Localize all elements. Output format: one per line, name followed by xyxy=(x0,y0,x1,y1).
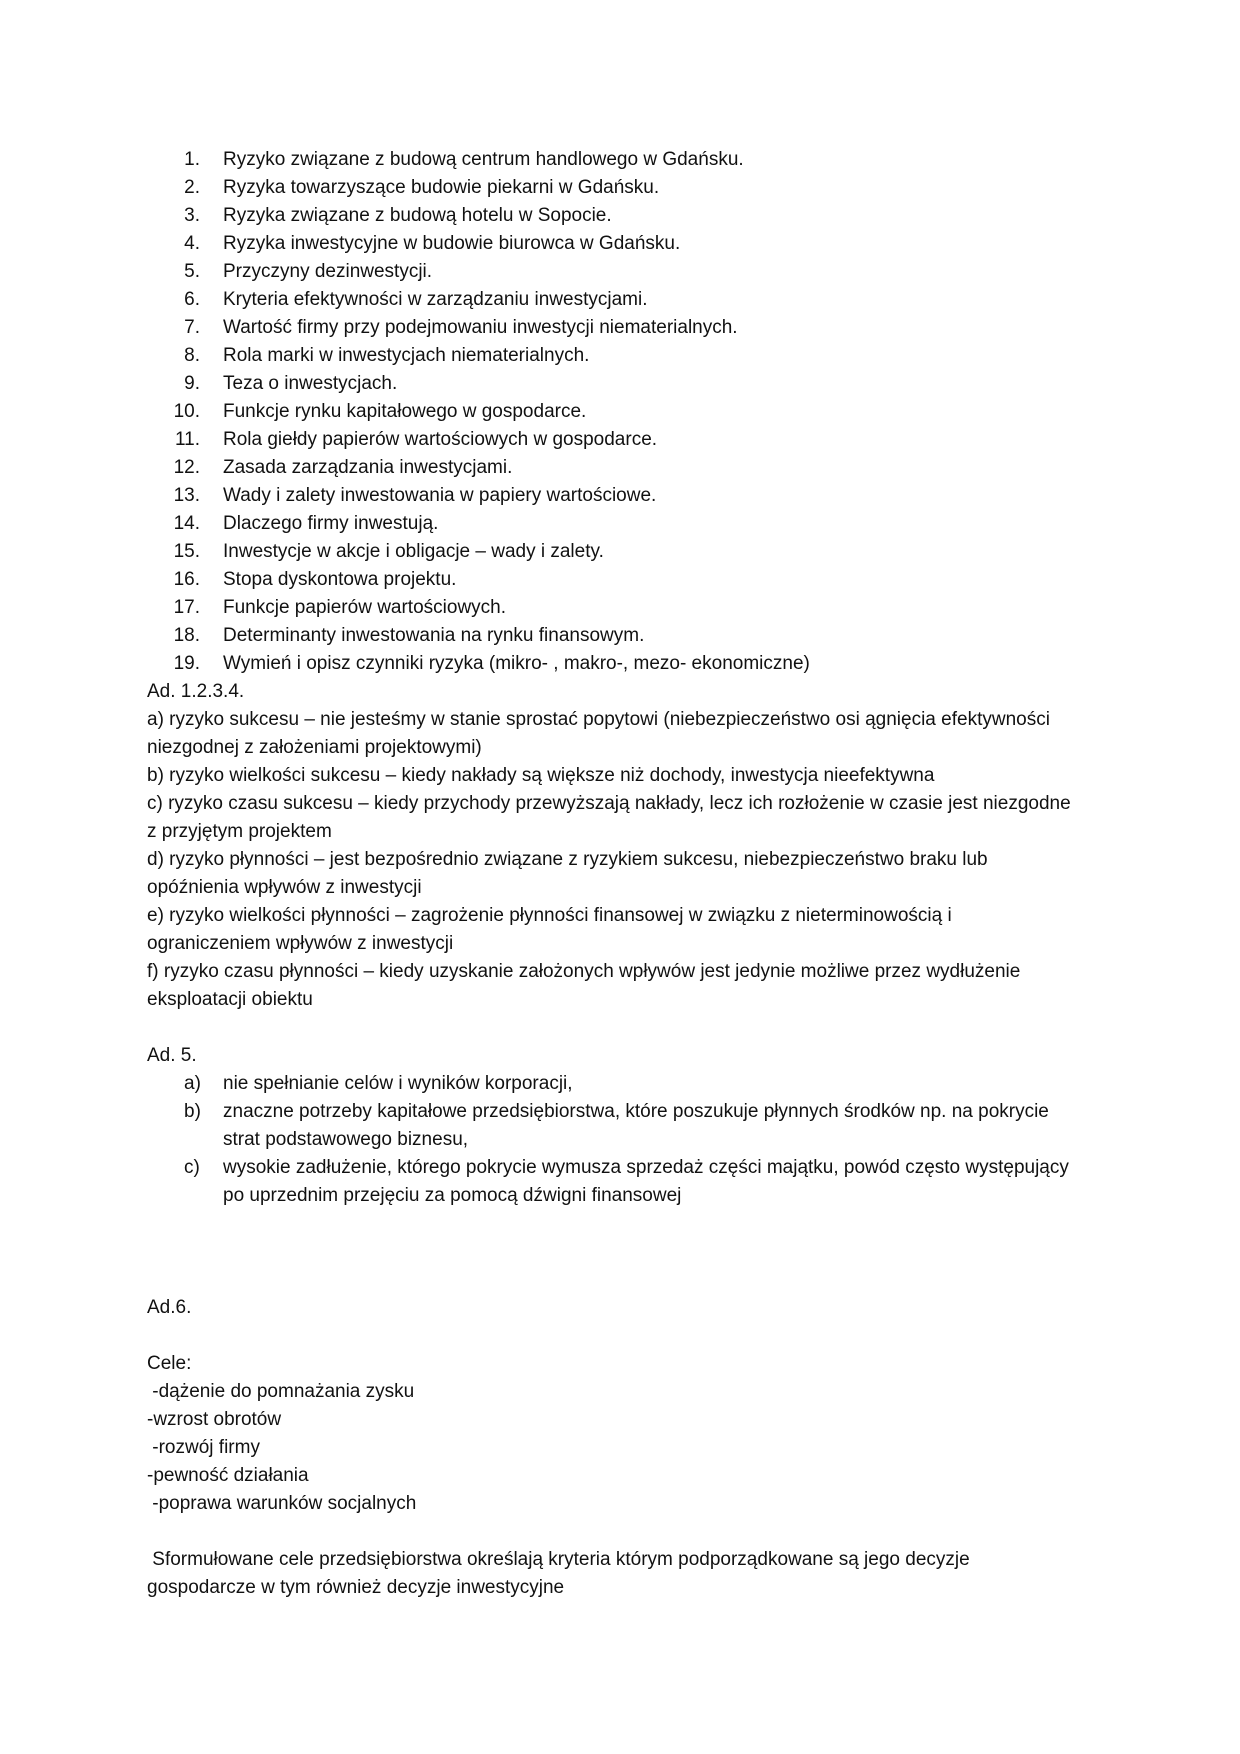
list-item xyxy=(147,398,1077,426)
risk-item-a: a) ryzyko sukcesu – nie jesteśmy w stanie sprostać popytowi (niebezpieczeństwo osi ągnięcia efektywności niezgodnej z założeniami projektowymi) xyxy=(147,709,1050,758)
list-text: Stopa dyskontowa projektu. xyxy=(223,569,457,590)
goal-item: -pewność działania xyxy=(147,1465,309,1486)
list-number: 13. xyxy=(173,485,200,506)
list-text: Funkcje rynku kapitałowego w gospodarce. xyxy=(223,401,587,422)
list-item xyxy=(147,622,1077,650)
list-number: 16. xyxy=(173,569,200,590)
list-text: Funkcje papierów wartościowych. xyxy=(223,597,507,618)
list-text: Rola marki w inwestycjach niematerialnych. xyxy=(223,345,590,366)
list-text: Ryzyko związane z budową centrum handlowego w Gdańsku. xyxy=(223,149,744,170)
list-number: 12. xyxy=(173,457,200,478)
spacer xyxy=(147,1518,1077,1546)
risk-item-f: f) ryzyko czasu płynności – kiedy uzyskanie założonych wpływów jest jedynie możliwe przez wydłużenie eksploatacji obiektu xyxy=(147,961,1021,1010)
list-item xyxy=(147,650,1077,678)
list-number: 5. xyxy=(184,261,200,282)
risk-item-c: c) ryzyko czasu sukcesu – kiedy przychody przewyższają nakłady, lecz ich rozłożenie w czasie jest niezgodne z przyjętym projektem xyxy=(147,793,1071,842)
section-heading-6: Ad.6. xyxy=(147,1297,192,1318)
list-number: 18. xyxy=(173,625,200,646)
spacer xyxy=(147,1322,1077,1350)
list-text: Przyczyny dezinwestycji. xyxy=(223,261,433,282)
list-item xyxy=(147,370,1077,398)
list-text: Ryzyka związane z budową hotelu w Sopocie. xyxy=(223,205,612,226)
list-text: Determinanty inwestowania na rynku finansowym. xyxy=(223,625,645,646)
list-number: 6. xyxy=(184,289,200,310)
list-letter: a) xyxy=(184,1073,201,1094)
list-item xyxy=(147,314,1077,342)
list-text: nie spełnianie celów i wyników korporacji, xyxy=(223,1073,573,1094)
list-text: Inwestycje w akcje i obligacje – wady i zalety. xyxy=(223,541,604,562)
list-item xyxy=(147,426,1077,454)
list-text: Ryzyka inwestycyjne w budowie biurowca w Gdańsku. xyxy=(223,233,681,254)
list-item xyxy=(147,454,1077,482)
list-item xyxy=(147,538,1077,566)
goal-item: -wzrost obrotów xyxy=(147,1409,282,1430)
list-item xyxy=(147,146,1077,174)
list-number: 19. xyxy=(173,653,200,674)
list-item xyxy=(147,258,1077,286)
list-item xyxy=(147,1098,1077,1154)
risk-item-d: d) ryzyko płynności – jest bezpośrednio związane z ryzykiem sukcesu, niebezpieczeństwo braku lub opóźnienia wpływów z inwestycji xyxy=(147,849,988,898)
list-letter: c) xyxy=(184,1157,200,1178)
goal-item: -dążenie do pomnażania zysku xyxy=(147,1381,415,1402)
list-number: 15. xyxy=(173,541,200,562)
list-number: 17. xyxy=(173,597,200,618)
list-text: Ryzyka towarzyszące budowie piekarni w Gdańsku. xyxy=(223,177,660,198)
list-item xyxy=(147,510,1077,538)
list-number: 4. xyxy=(184,233,200,254)
list-text: Dlaczego firmy inwestują. xyxy=(223,513,439,534)
list-text: Wymień i opisz czynniki ryzyka (mikro- , makro-, mezo- ekonomiczne) xyxy=(223,653,810,674)
document-content xyxy=(147,146,1077,1602)
spacer xyxy=(147,1210,1077,1294)
risk-item-e: e) ryzyko wielkości płynności – zagrożenie płynności finansowej w związku z nieterminowością i ograniczeniem wpływów z inwestycji xyxy=(147,905,952,954)
divestment-reasons-list xyxy=(147,1070,1077,1210)
list-item xyxy=(147,342,1077,370)
question-list xyxy=(147,146,1077,678)
list-item xyxy=(147,286,1077,314)
list-number: 9. xyxy=(184,373,200,394)
list-item xyxy=(147,202,1077,230)
list-text: Rola giełdy papierów wartościowych w gospodarce. xyxy=(223,429,658,450)
list-text: Wady i zalety inwestowania w papiery wartościowe. xyxy=(223,485,657,506)
list-item xyxy=(147,482,1077,510)
goal-item: -poprawa warunków socjalnych xyxy=(147,1493,417,1514)
risk-item-b: b) ryzyko wielkości sukcesu – kiedy nakłady są większe niż dochody, inwestycja nieefektywna xyxy=(147,765,935,786)
list-number: 3. xyxy=(184,205,200,226)
list-text: wysokie zadłużenie, którego pokrycie wymusza sprzedaż części majątku, powód często występujący po uprzednim przejęciu za pomocą dźwigni finansowej xyxy=(223,1157,1069,1206)
list-item xyxy=(147,174,1077,202)
list-text: Kryteria efektywności w zarządzaniu inwestycjami. xyxy=(223,289,648,310)
list-item xyxy=(147,566,1077,594)
list-item xyxy=(147,1154,1077,1210)
list-number: 7. xyxy=(184,317,200,338)
list-letter: b) xyxy=(184,1101,201,1122)
list-item xyxy=(147,594,1077,622)
list-number: 14. xyxy=(173,513,200,534)
list-text: znaczne potrzeby kapitałowe przedsiębiorstwa, które poszukuje płynnych środków np. na pokrycie strat podstawowego biznesu, xyxy=(223,1101,1049,1150)
list-number: 8. xyxy=(184,345,200,366)
list-text: Teza o inwestycjach. xyxy=(223,373,398,394)
list-text: Wartość firmy przy podejmowaniu inwestycji niematerialnych. xyxy=(223,317,738,338)
list-number: 10. xyxy=(173,401,200,422)
list-item xyxy=(147,1070,1077,1098)
goals-heading: Cele: xyxy=(147,1353,192,1374)
list-number: 11. xyxy=(174,429,200,450)
spacer xyxy=(147,1014,1077,1042)
goal-item: -rozwój firmy xyxy=(147,1437,260,1458)
list-number: 1. xyxy=(184,149,200,170)
list-number: 2. xyxy=(184,177,200,198)
list-item xyxy=(147,230,1077,258)
section-heading-5: Ad. 5. xyxy=(147,1045,197,1066)
closing-paragraph: Sformułowane cele przedsiębiorstwa określają kryteria którym podporządkowane są jego decyzje gospodarcze w tym również decyzje inwestycyjne xyxy=(147,1549,975,1598)
section-heading-1234: Ad. 1.2.3.4. xyxy=(147,681,245,702)
list-text: Zasada zarządzania inwestycjami. xyxy=(223,457,513,478)
